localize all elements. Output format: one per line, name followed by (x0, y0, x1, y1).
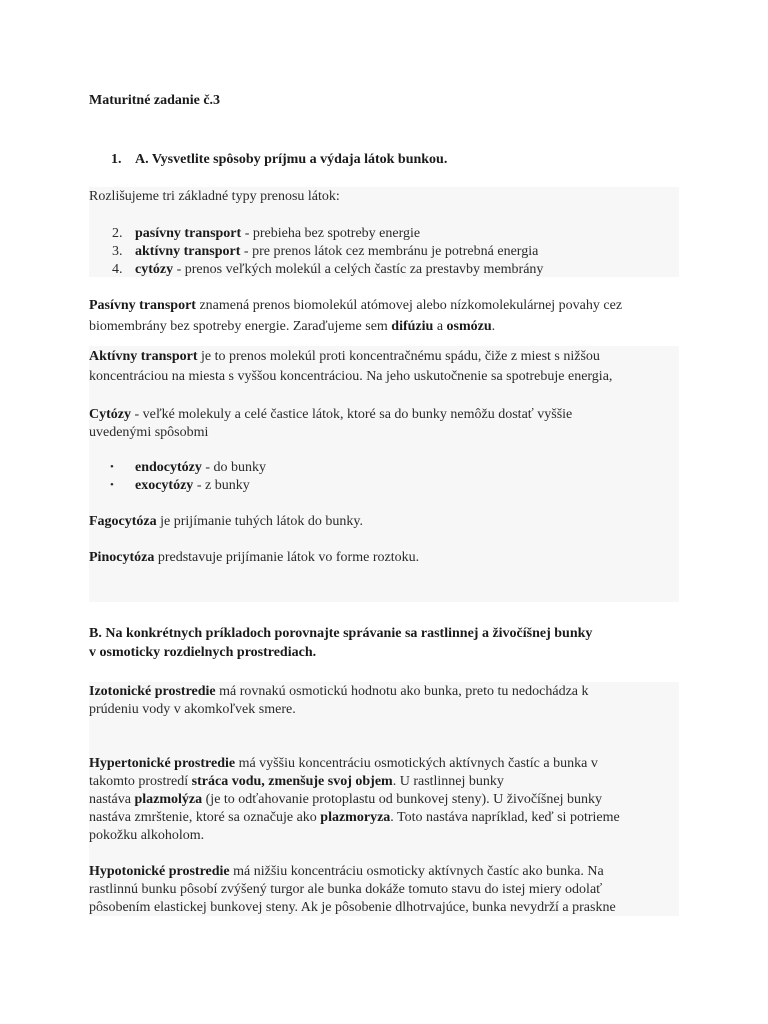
paragraph-text: . U rastlinnej bunky (392, 774, 504, 789)
transport-detail-block (89, 346, 679, 602)
plazmolyza-term: plazmolýza (134, 792, 203, 807)
section-b-line: v osmoticky rozdielnych prostrediach. (89, 645, 317, 660)
list-desc: - pre prenos látok cez membránu je potrebná energia (240, 244, 539, 259)
difuzia-term: difúziu (391, 319, 434, 334)
bullet-icon: • (110, 479, 114, 491)
cytozy-term: Cytózy (89, 407, 135, 422)
bullet-item (89, 477, 679, 495)
list-item (89, 243, 679, 261)
paragraph-text: pokožku alkoholom. (89, 828, 205, 843)
cytozy-paragraph (89, 406, 679, 442)
paragraph-text: znamená prenos biomolekúl atómovej alebo nízkomolekulárnej povahy cez (195, 298, 623, 313)
list-item (89, 225, 679, 243)
comma: , (261, 774, 269, 789)
list-number: 4. (112, 262, 123, 277)
paragraph-text: je prijímanie tuhých látok do bunky. (156, 514, 363, 529)
paragraph-text: rastlinnú bunku pôsobí zvýšený turgor ale bunka dokáže tomuto stavu do istej miery odolať (89, 882, 603, 897)
strata-vody-term: stráca vodu (191, 774, 262, 789)
paragraph-text: prúdeniu vody v akomkoľvek smere. (89, 702, 296, 717)
paragraph-text: predstavuje prijímanie látok vo forme roztoku. (154, 550, 420, 565)
paragraph-text: biomembrány bez spotreby energie. Zaraďujeme sem (89, 319, 392, 334)
list-desc: - prebieha bez spotreby energie (241, 226, 421, 241)
pinocytoza-paragraph (89, 549, 679, 567)
hypotonicke-paragraph (89, 863, 679, 917)
aktivny-paragraph (89, 347, 679, 387)
bullet-item (89, 459, 679, 477)
hypotonicke-term: Hypotonické prostredie (89, 864, 230, 879)
plazmoryza-term: plazmoryza (320, 810, 391, 825)
document-title: Maturitné zadanie č.3 (89, 93, 221, 108)
paragraph-text: má vyššiu koncentráciu osmotických aktívnych častíc a bunka v (235, 756, 598, 771)
paragraph-text: takomto prostredí (89, 774, 192, 789)
aktivny-term: Aktívny transport (89, 349, 198, 364)
paragraph-text: nastáva (89, 792, 135, 807)
list-desc: - prenos veľkých molekúl a celých častíc za prestavby membrány (173, 262, 544, 277)
list-item (89, 261, 679, 279)
paragraph-text: je to prenos molekúl proti koncentračnému spádu, čiže z miest s nižšou (197, 349, 600, 364)
bullet-term: endocytózy (135, 460, 202, 475)
section-b-heading (89, 624, 679, 662)
intro-text: Rozlišujeme tri základné typy prenosu látok: (89, 189, 340, 204)
paragraph-text: nastáva zmrštenie, ktoré sa označuje ako (89, 810, 321, 825)
list-term: pasívny transport (135, 226, 242, 241)
fagocytoza-term: Fagocytóza (89, 514, 157, 529)
bullet-term: exocytózy (135, 478, 194, 493)
list-number: 2. (112, 226, 123, 241)
izotonicke-paragraph (89, 683, 679, 719)
paragraph-text: . (491, 319, 496, 334)
izotonicke-term: Izotonické prostredie (89, 684, 216, 699)
hypertonicke-term: Hypertonické prostredie (89, 756, 236, 771)
pinocytoza-term: Pinocytóza (89, 550, 155, 565)
paragraph-text: - veľké molekuly a celé častice látok, ktoré sa do bunky nemôžu dostať vyššie (134, 407, 573, 422)
pasivny-paragraph (89, 295, 679, 337)
environments-block (89, 682, 679, 916)
paragraph-text: koncentráciou na miesta s vyššou koncentráciou. Na jeho uskutočnenie sa spotrebuje energia, (89, 369, 613, 384)
paragraph-text: a (433, 319, 447, 334)
hypertonicke-paragraph (89, 755, 679, 845)
zmensenie-term: zmenšuje svoj objem (268, 774, 393, 789)
osmoza-term: osmózu (446, 319, 492, 334)
list-term: cytózy (135, 262, 174, 277)
section-a-number: 1. (111, 152, 122, 167)
bullet-desc: - z bunky (193, 478, 250, 493)
bullet-desc: - do bunky (201, 460, 267, 475)
pasivny-term: Pasívny transport (89, 298, 196, 313)
paragraph-text: má rovnakú osmotickú hodnotu ako bunka, preto tu nedochádza k (215, 684, 589, 699)
section-a-heading (111, 151, 701, 169)
list-number: 3. (112, 244, 123, 259)
paragraph-text: má nižšiu koncentráciu osmoticky aktívnych častíc ako bunka. Na (229, 864, 604, 879)
paragraph-text: pôsobením elastickej bunkovej steny. Ak je pôsobenie dlhotrvajúce, bunka nevydrží a praskne (89, 900, 616, 915)
paragraph-text: (je to odťahovanie protoplastu od bunkovej steny). U živočíšnej bunky (202, 792, 602, 807)
paragraph-text: . Toto nastáva napríklad, keď si potrieme (390, 810, 620, 825)
fagocytoza-paragraph (89, 513, 679, 531)
section-a-text: A. Vysvetlite spôsoby príjmu a výdaja látok bunkou. (135, 152, 448, 167)
list-term: aktívny transport (135, 244, 241, 259)
bullet-icon: • (110, 461, 114, 473)
transport-types-block (89, 187, 679, 277)
paragraph-text: uvedenými spôsobmi (89, 425, 209, 440)
section-b-line: B. Na konkrétnych príkladoch porovnajte správanie sa rastlinnej a živočíšnej bunky (89, 626, 593, 641)
